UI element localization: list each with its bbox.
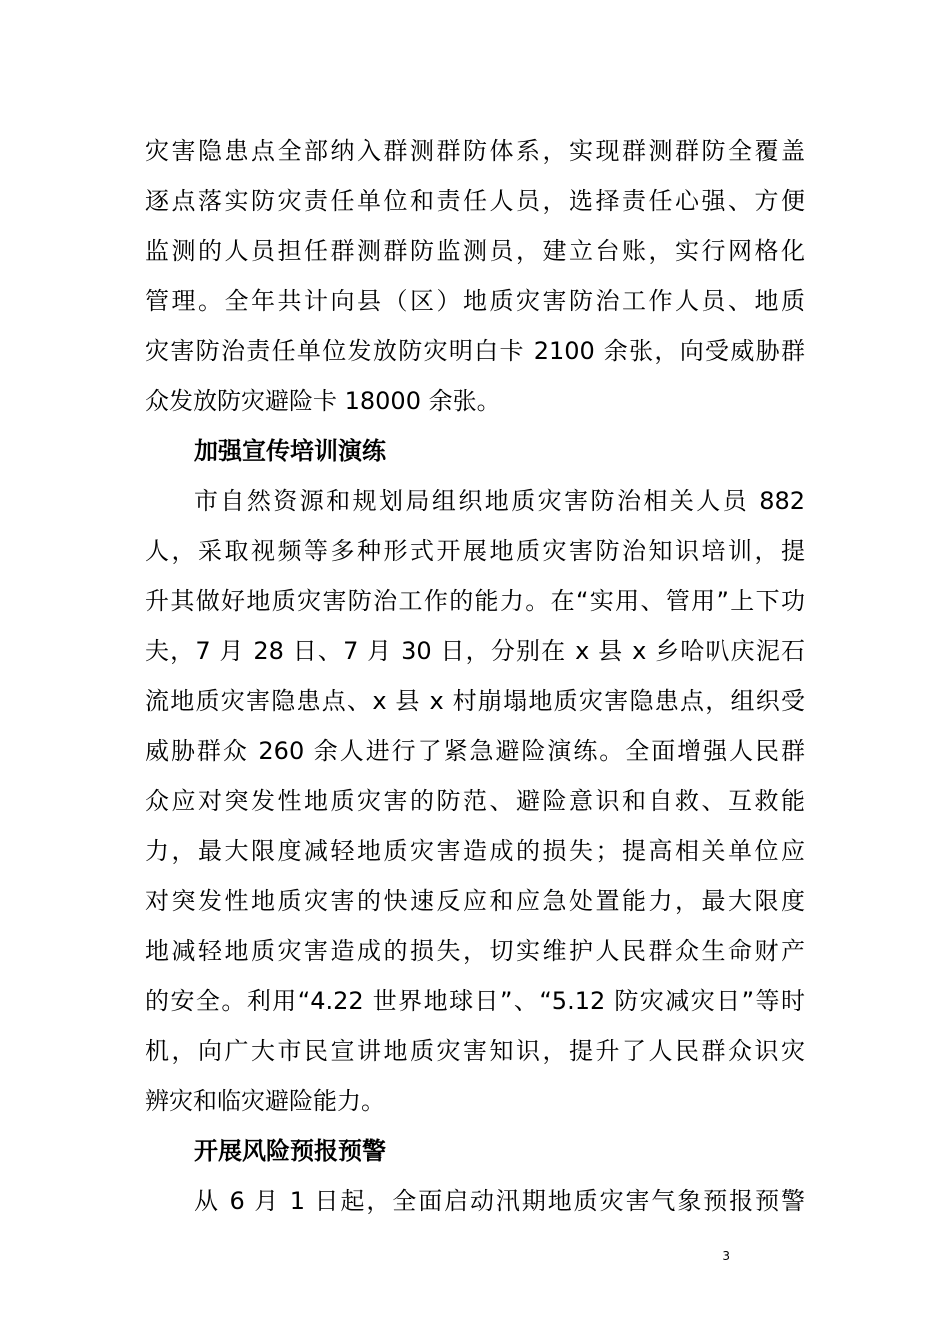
paragraph-1-line-3: 监测的人员担任群测群防监测员，建立台账，实行网格化	[145, 237, 805, 265]
section-2-line-11: 的安全。利用“4.22 世界地球日”、“5.12 防灾减灾日”等时	[145, 987, 805, 1015]
section-2-line-10: 地减轻地质灾害造成的损失，切实维护人民群众生命财产	[145, 937, 805, 965]
section-2-line-13: 辨灾和临灾避险能力。	[145, 1087, 385, 1115]
section-2-line-7: 众应对突发性地质灾害的防范、避险意识和自救、互救能	[145, 787, 805, 815]
paragraph-1-line-6: 众发放防灾避险卡 18000 余张。	[145, 387, 501, 415]
paragraph-1-line-4: 管理。全年共计向县（区）地质灾害防治工作人员、地质	[145, 287, 805, 315]
paragraph-1-line-5: 灾害防治责任单位发放防灾明白卡 2100 余张，向受威胁群	[145, 337, 805, 365]
paragraph-1-line-2: 逐点落实防灾责任单位和责任人员，选择责任心强、方便	[145, 187, 805, 215]
section-2-line-3: 升其做好地质灾害防治工作的能力。在“实用、管用”上下功	[145, 587, 805, 615]
section-2-line-8: 力，最大限度减轻地质灾害造成的损失；提高相关单位应	[145, 837, 805, 865]
section-2-line-6: 威胁群众 260 余人进行了紧急避险演练。全面增强人民群	[145, 737, 805, 765]
section-2-line-1: 市自然资源和规划局组织地质灾害防治相关人员 882	[194, 487, 805, 515]
section-2-line-4: 夫，7 月 28 日、7 月 30 日，分别在 x 县 x 乡哈叭庆泥石	[145, 637, 805, 665]
section-2-heading: 加强宣传培训演练	[194, 437, 386, 465]
section-2-line-2: 人，采取视频等多种形式开展地质灾害防治知识培训，提	[145, 537, 805, 565]
page-number: 3	[722, 1249, 730, 1263]
section-3-line-1: 从 6 月 1 日起，全面启动汛期地质灾害气象预报预警	[194, 1187, 805, 1215]
section-2-line-9: 对突发性地质灾害的快速反应和应急处置能力，最大限度	[145, 887, 805, 915]
section-2-line-12: 机，向广大市民宣讲地质灾害知识，提升了人民群众识灾	[145, 1037, 805, 1065]
section-3-heading: 开展风险预报预警	[194, 1137, 386, 1165]
section-2-line-5: 流地质灾害隐患点、x 县 x 村崩塌地质灾害隐患点，组织受	[145, 687, 805, 715]
paragraph-1-line-1: 灾害隐患点全部纳入群测群防体系，实现群测群防全覆盖	[145, 137, 805, 165]
